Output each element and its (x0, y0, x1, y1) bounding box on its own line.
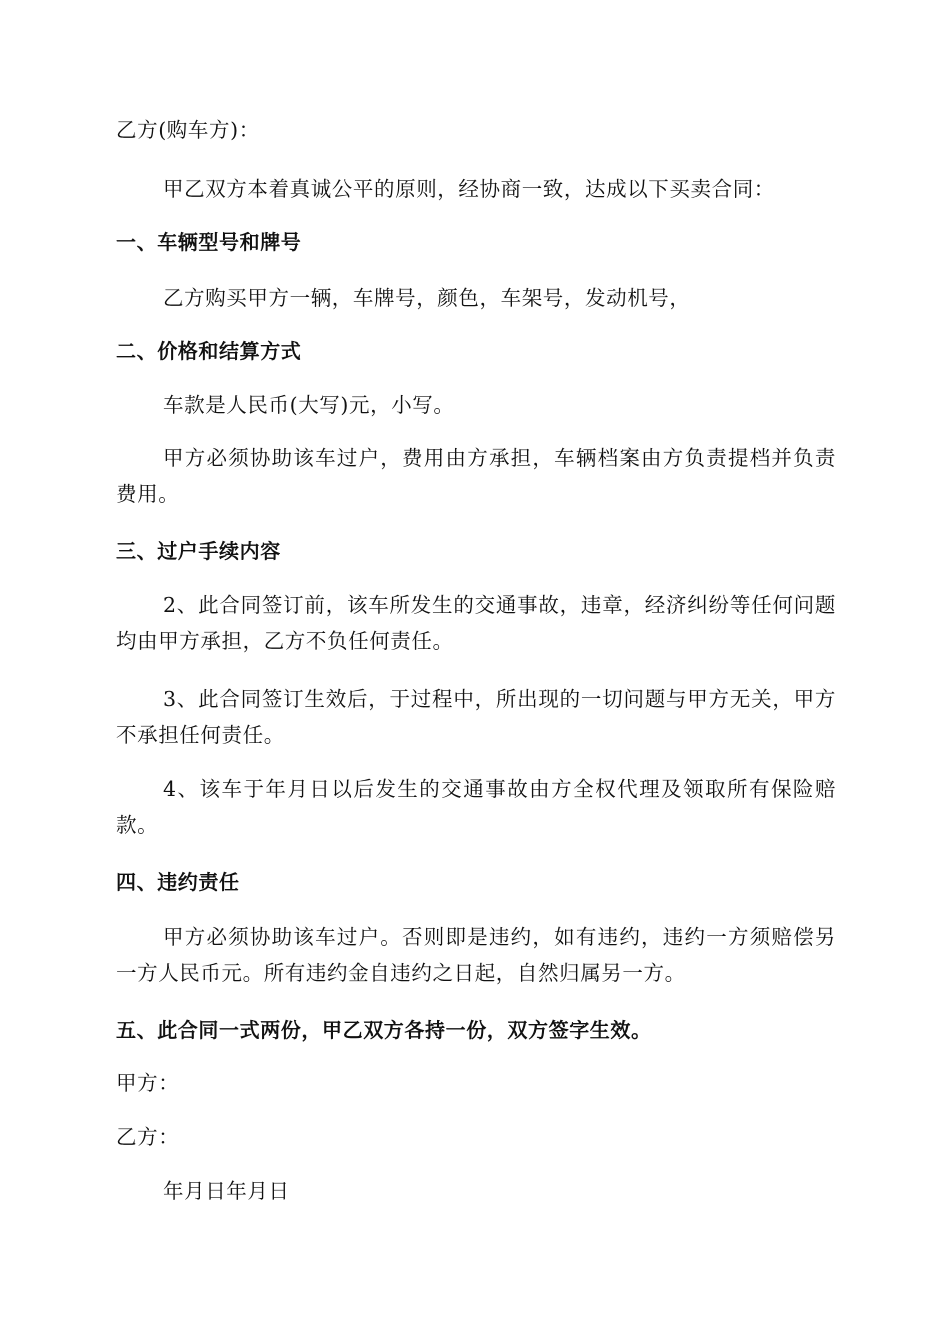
section1-heading: 一、车辆型号和牌号 (116, 230, 302, 254)
party-a-signature-label: 甲方： (116, 1071, 180, 1095)
section1-body: 乙方购买甲方一辆，车牌号，颜色，车架号，发动机号， (163, 286, 691, 310)
party-b-signature-label: 乙方： (116, 1125, 180, 1149)
section3-item-4: 4、该车于年月日以后发生的交通事故由方全权代理及领取所有保险赔款。 (116, 777, 836, 837)
section3-item-2: 2、此合同签订前，该车所发生的交通事故，违章，经济纠纷等任何问题均由甲方承担，乙方不负任何责任。 (116, 593, 836, 653)
party-b-header: 乙方(购车方)： (116, 118, 260, 142)
section5-heading: 五、此合同一式两份，甲乙双方各持一份，双方签字生效。 (116, 1018, 652, 1042)
section4-heading: 四、违约责任 (116, 870, 240, 894)
section2-price-paragraph: 车款是人民币(大写)元，小写。 (163, 393, 455, 417)
signature-dates: 年月日年月日 (163, 1179, 290, 1203)
section3-heading: 三、过户手续内容 (116, 539, 281, 563)
section2-heading: 二、价格和结算方式 (116, 339, 302, 363)
section3-item-3: 3、此合同签订生效后，于过程中，所出现的一切问题与甲方无关，甲方不承担任何责任。 (116, 687, 836, 747)
section2-transfer-paragraph: 甲方必须协助该车过户，费用由方承担，车辆档案由方负责提档并负责费用。 (116, 446, 836, 506)
section4-body: 甲方必须协助该车过户。否则即是违约，如有违约，违约一方须赔偿另一方人民币元。所有违约金自违约之日起，自然归属另一方。 (116, 925, 836, 985)
intro-paragraph: 甲乙双方本着真诚公平的原则，经协商一致，达成以下买卖合同： (163, 177, 775, 201)
